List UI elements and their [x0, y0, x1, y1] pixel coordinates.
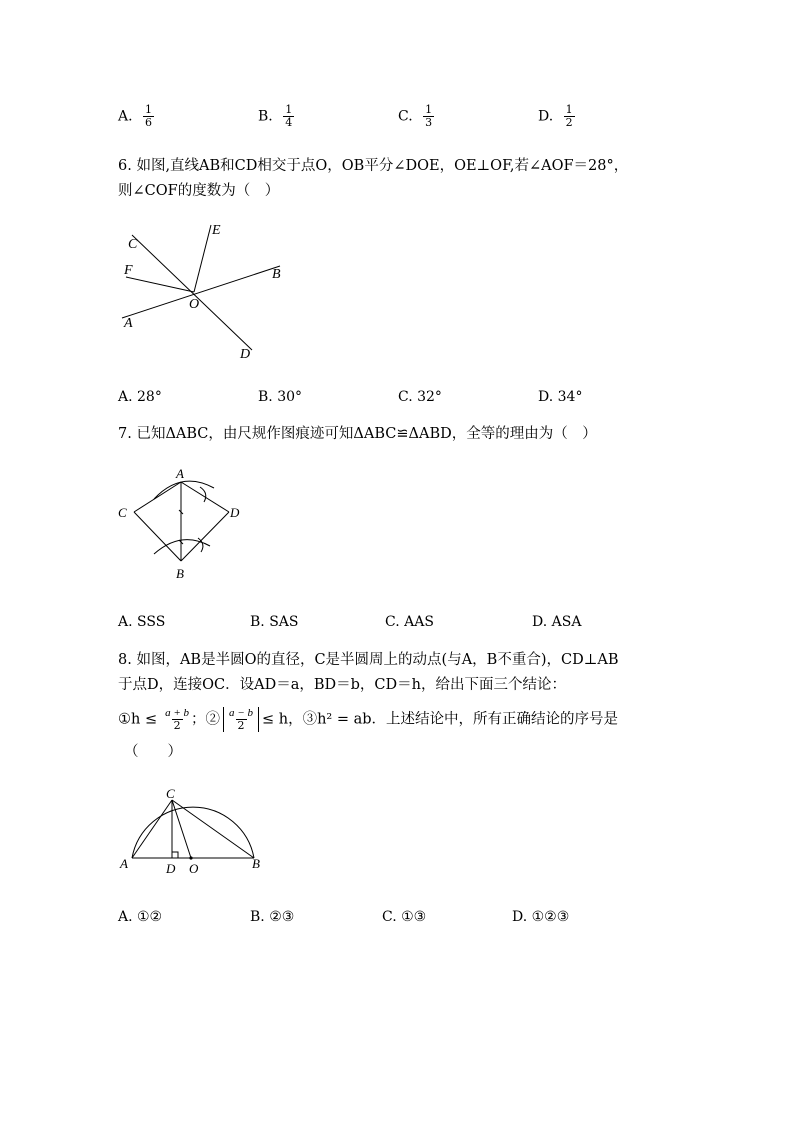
fraction	[423, 104, 434, 129]
label-c: C	[128, 237, 138, 252]
q5-option-b	[258, 104, 294, 129]
q8-answer-paren: （ ）	[124, 744, 182, 760]
denominator: 4	[285, 116, 293, 129]
segment-ad	[181, 482, 229, 512]
option-letter: D.	[538, 108, 554, 125]
option-letter: C.	[398, 108, 413, 125]
numerator: a − b	[229, 707, 253, 719]
q8-stem-line2: 于点D，连接OC．设AD＝a，BD＝b，CD＝h，给出下面三个结论：	[118, 677, 566, 693]
label-f: F	[124, 263, 133, 278]
fraction	[283, 104, 294, 129]
q6-figure-intersecting-lines	[112, 216, 302, 366]
label-c: C	[118, 505, 127, 520]
ray-oe	[194, 225, 211, 292]
q5-option-c	[398, 104, 434, 129]
denominator: 2	[565, 116, 573, 129]
label-c: C	[166, 786, 175, 801]
q7-option-b: B. SAS	[250, 614, 299, 630]
q7-stem: 7. 已知ΔABC，由尺规作图痕迹可知ΔABC≌ΔABD，全等的理由为（ ）	[118, 426, 597, 442]
q6-option-a: A. 28°	[118, 389, 162, 405]
q6-option-b: B. 30°	[258, 389, 303, 405]
q7-option-d: D. ASA	[532, 614, 582, 630]
label-o: O	[189, 297, 200, 312]
label-a: A	[176, 466, 184, 481]
segment-ac	[132, 800, 172, 858]
numerator: 1	[285, 103, 293, 116]
q6-option-d: D. 34°	[538, 389, 583, 405]
fraction	[143, 104, 154, 129]
fraction-a-minus-b-over-2	[227, 707, 255, 732]
segment-ca	[134, 482, 181, 512]
q8-conclusions	[118, 707, 618, 732]
denominator: 2	[237, 719, 245, 732]
denominator: 2	[173, 719, 181, 732]
label-b: B	[272, 267, 281, 282]
q8-stem-line1: 8. 如图，AB是半圆O的直径，C是半圆周上的动点(与A，B不重合)，CD⊥AB	[118, 652, 619, 668]
right-angle-mark	[172, 852, 178, 858]
denominator: 3	[425, 116, 433, 129]
q8-option-a: A. ①②	[118, 909, 163, 925]
label-b: B	[176, 566, 184, 581]
q8-option-d: D. ①②③	[512, 909, 570, 925]
segment-cb	[134, 512, 181, 561]
numerator: 1	[145, 103, 153, 116]
fraction	[564, 104, 575, 129]
conclusion-rest: ≤ h，③h² = ab．上述结论中，所有正确结论的序号是	[261, 711, 619, 728]
option-letter: B.	[258, 108, 273, 125]
q8-option-c: C. ①③	[382, 909, 427, 925]
q7-figure-construction	[114, 466, 254, 588]
segment-oc	[172, 800, 191, 858]
label-e: E	[212, 223, 221, 238]
conclusion-1-prefix: ①h ≤	[118, 711, 158, 728]
numerator: 1	[425, 103, 433, 116]
line-ab	[122, 266, 280, 318]
label-d: D	[240, 347, 251, 362]
label-d: D	[230, 505, 240, 520]
q6-stem-line1: 6. 如图,直线AB和CD相交于点O，OB平分∠DOE，OE⊥OF,若∠AOF＝28°，	[118, 158, 629, 174]
fraction-a-plus-b-over-2	[163, 707, 191, 732]
conclusion-2-prefix: ；②	[191, 711, 221, 728]
q8-figure-semicircle	[114, 786, 274, 878]
label-a: A	[120, 856, 128, 871]
segment-bd	[181, 512, 229, 561]
q6-option-c: C. 32°	[398, 389, 442, 405]
arc-mark-right-bottom	[198, 538, 203, 552]
q5-option-a	[118, 104, 154, 129]
q7-option-c: C. AAS	[385, 614, 434, 630]
label-o: O	[189, 861, 199, 876]
label-d: D	[166, 861, 176, 876]
denominator: 6	[145, 116, 153, 129]
label-b: B	[252, 856, 260, 871]
q8-option-b: B. ②③	[250, 909, 295, 925]
absolute-value	[223, 707, 259, 732]
q7-option-a: A. SSS	[118, 614, 166, 630]
option-letter: A.	[118, 108, 133, 125]
numerator: a + b	[165, 707, 190, 719]
numerator: 1	[565, 103, 573, 116]
q5-option-d	[538, 104, 575, 129]
center-point-o	[189, 856, 192, 859]
segment-cb	[172, 800, 254, 858]
line-cd	[132, 235, 252, 350]
label-a: A	[124, 316, 133, 331]
q6-stem-line2: 则∠COF的度数为（ ）	[118, 183, 280, 199]
